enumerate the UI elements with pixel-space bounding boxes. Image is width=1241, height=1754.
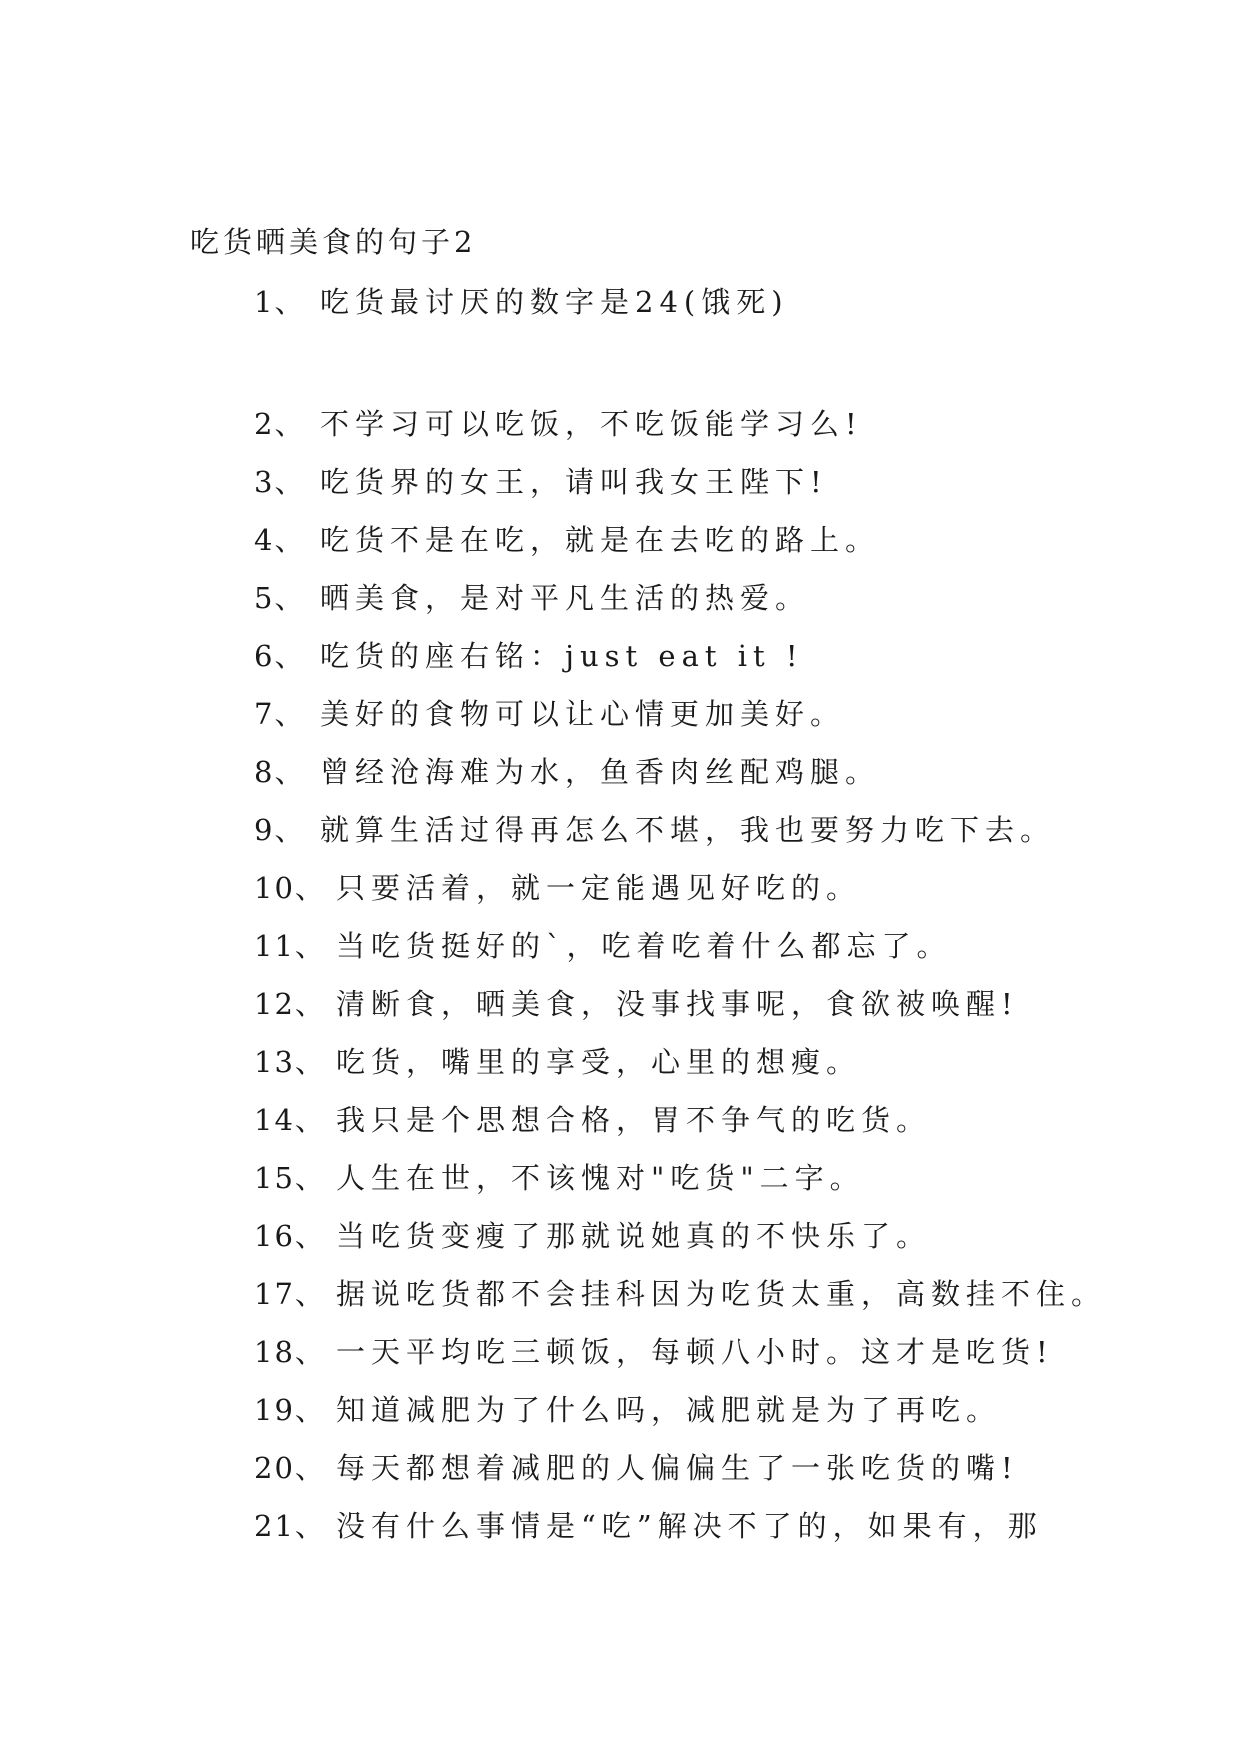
item-text: 吃货界的女王，请叫我女王陛下! xyxy=(320,465,828,499)
item-number: 5、 xyxy=(254,581,306,615)
list-item xyxy=(254,636,1106,694)
item-number: 4、 xyxy=(254,523,306,557)
item-number: 13、 xyxy=(254,1045,326,1079)
list-item xyxy=(254,926,1106,984)
list-item xyxy=(254,282,1106,404)
item-number: 6、 xyxy=(254,639,306,673)
list-item xyxy=(254,578,1106,636)
item-number: 2、 xyxy=(254,407,306,441)
list-item xyxy=(254,1390,1106,1448)
list-item xyxy=(254,1158,1106,1216)
list-item xyxy=(254,810,1106,868)
item-number: 16、 xyxy=(254,1219,326,1253)
item-number: 1、 xyxy=(254,285,306,319)
item-text: 吃货最讨厌的数字是24(饿死) xyxy=(320,285,789,319)
list-item xyxy=(254,1100,1106,1158)
item-text: 没有什么事情是“吃”解决不了的，如果有，那 xyxy=(336,1509,1043,1543)
list-item xyxy=(254,462,1106,520)
item-number: 11、 xyxy=(254,929,326,963)
item-text: 晒美食，是对平凡生活的热爱。 xyxy=(320,581,811,615)
item-text: 我只是个思想合格，胃不争气的吃货。 xyxy=(336,1103,932,1137)
list-item xyxy=(254,1042,1106,1100)
list-item xyxy=(254,404,1106,462)
item-text: 清断食，晒美食，没事找事呢，食欲被唤醒! xyxy=(336,987,1019,1021)
item-text: 一天平均吃三顿饭，每顿八小时。这才是吃货! xyxy=(336,1335,1054,1369)
item-number: 8、 xyxy=(254,755,306,789)
item-text: 据说吃货都不会挂科因为吃货太重，高数挂不住。 xyxy=(336,1277,1107,1311)
item-text: 吃货，嘴里的享受，心里的想瘦。 xyxy=(336,1045,862,1079)
item-text: 当吃货挺好的`，吃着吃着什么都忘了。 xyxy=(336,929,952,963)
list-item xyxy=(254,1216,1106,1274)
item-number: 15、 xyxy=(254,1161,326,1195)
item-text: 吃货的座右铭：just eat it ! xyxy=(320,639,804,673)
item-text: 只要活着，就一定能遇见好吃的。 xyxy=(336,871,862,905)
item-number: 18、 xyxy=(254,1335,326,1369)
item-number: 3、 xyxy=(254,465,306,499)
sentence-list xyxy=(254,282,1106,1564)
item-text: 当吃货变瘦了那就说她真的不快乐了。 xyxy=(336,1219,932,1253)
item-text: 知道减肥为了什么吗，减肥就是为了再吃。 xyxy=(336,1393,1002,1427)
item-number: 12、 xyxy=(254,987,326,1021)
list-item xyxy=(254,868,1106,926)
item-number: 17、 xyxy=(254,1277,326,1311)
item-text: 不学习可以吃饭，不吃饭能学习么! xyxy=(320,407,863,441)
item-number: 9、 xyxy=(254,813,306,847)
item-number: 20、 xyxy=(254,1451,326,1485)
item-text: 吃货不是在吃，就是在去吃的路上。 xyxy=(320,523,881,557)
item-number: 7、 xyxy=(254,697,306,731)
item-number: 14、 xyxy=(254,1103,326,1137)
list-item xyxy=(254,984,1106,1042)
item-number: 19、 xyxy=(254,1393,326,1427)
document-title: 吃货晒美食的句子2 xyxy=(190,225,477,259)
item-number: 21、 xyxy=(254,1509,326,1543)
list-item xyxy=(254,1448,1106,1506)
item-number: 10、 xyxy=(254,871,326,905)
list-item xyxy=(254,694,1106,752)
list-item xyxy=(254,752,1106,810)
item-text: 曾经沧海难为水，鱼香肉丝配鸡腿。 xyxy=(320,755,881,789)
item-text: 就算生活过得再怎么不堪，我也要努力吃下去。 xyxy=(320,813,1056,847)
list-item xyxy=(254,1332,1106,1390)
item-text: 人生在世，不该愧对"吃货"二字。 xyxy=(336,1161,865,1195)
list-item xyxy=(254,520,1106,578)
list-item xyxy=(254,1274,1106,1332)
item-text: 每天都想着减肥的人偏偏生了一张吃货的嘴! xyxy=(336,1451,1019,1485)
list-item xyxy=(254,1506,1106,1564)
item-text: 美好的食物可以让心情更加美好。 xyxy=(320,697,846,731)
